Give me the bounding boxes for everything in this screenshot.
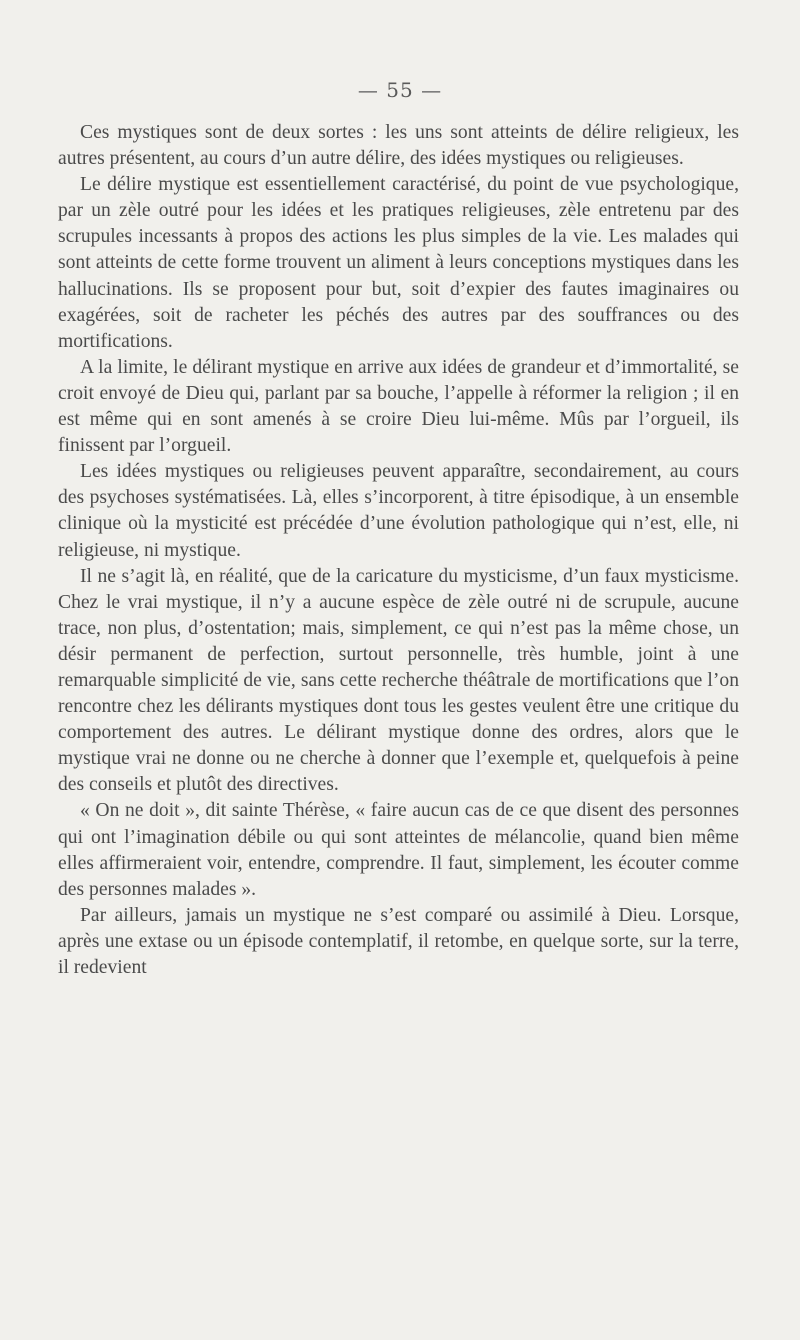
paragraph-1: Ces mystiques sont de deux sortes : les uns sont atteints de délire religieux, les autres présentent, au cours d’un autre délire, des idées mystiques ou religieuses. [58,122,739,170]
paragraph-5: Il ne s’agit là, en réalité, que de la caricature du mysticisme, d’un faux mysticisme. Chez le vrai mystique, il n’y a aucune espèce de zèle outré ni de scrupule, aucune trace, non plus, d’ostentation; mais, simplement, ce qui n’est pas la même chose, un désir permanent de perfection, surtout personnelle, très humble, joint à une remarquable simplicité de vie, sans cette recherche théâtrale de mortifications que l’on rencontre chez les délirants mystiques dont tous les gestes veulent être une critique du comportement des autres. Le délirant mystique donne des ordres, alors que le mystique vrai ne donne ou ne cherche à donner que l’exemple et, quelquefois à peine des conseils et plutôt des directives. [58,565,739,796]
paragraph-7: Par ailleurs, jamais un mystique ne s’est comparé ou assimilé à Dieu. Lorsque, après une extase ou un épisode contemplatif, il retombe, en quelque sorte, sur la terre, il redevient [58,904,739,978]
body-text [58,120,739,981]
paragraph-4: Les idées mystiques ou religieuses peuvent apparaître, secondairement, au cours des psychoses systématisées. Là, elles s’incorporent, à titre épisodique, à un ensemble clinique où la mysticité est précédée d’une évolution pathologique qui n’est, elle, ni religieuse, ni mystique. [58,461,739,561]
paragraph-6: « On ne doit », dit sainte Thérèse, « faire aucun cas de ce que disent des personnes qui ont l’imagination débile ou qui sont atteintes de mélancolie, quand bien même elles affirmeraient voir, entendre, comprendre. Il faut, simplement, les écouter comme des personnes malades ». [58,800,739,900]
paragraph-3: A la limite, le délirant mystique en arrive aux idées de grandeur et d’immortalité, se croit envoyé de Dieu qui, parlant par sa bouche, l’appelle à réformer la religion ; il en est même qui en sont amenés à se croire Dieu lui-même. Mûs par l’orgueil, ils finissent par l’orgueil. [58,356,739,457]
page-number: — 55 — [357,78,443,102]
paragraph-2: Le délire mystique est essentiellement caractérisé, du point de vue psychologique, par un zèle outré pour les idées et les pratiques religieuses, zèle entretenu par des scrupules incessants à propos des actions les plus simples de la vie. Les malades qui sont atteints de cette forme trouvent un aliment à leurs conceptions mystiques dans les hallucinations. Ils se proposent pour but, soit d’expier des fautes imaginaires ou exagérées, soit de racheter les péchés des autres par des souffrances ou des mortifications. [58,174,739,352]
